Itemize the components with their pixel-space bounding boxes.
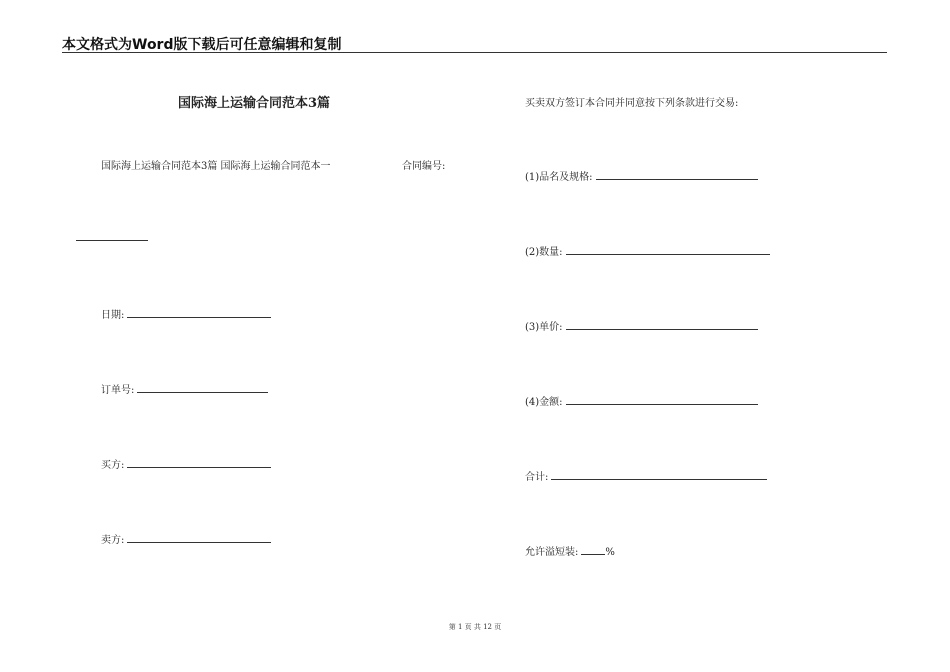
item4-blank	[566, 395, 758, 405]
order-number-blank	[137, 383, 268, 393]
date-blank	[127, 308, 271, 318]
contract-number-label: 合同编号:	[402, 161, 446, 172]
header-divider	[62, 52, 887, 53]
tolerance-label: 允许溢短装:	[525, 547, 579, 558]
item2-label: (2)数量:	[525, 247, 563, 258]
item3-label: (3)单价:	[525, 322, 563, 333]
tolerance-field	[525, 543, 615, 558]
total-blank	[551, 470, 767, 480]
item1-blank	[596, 170, 758, 180]
date-field	[101, 306, 271, 321]
buyer-field	[101, 456, 271, 471]
order-number-label: 订单号:	[101, 385, 135, 396]
tolerance-blank	[581, 545, 605, 555]
buyer-label: 买方:	[101, 460, 125, 471]
item3-blank	[566, 320, 758, 330]
document-title: 国际海上运输合同范本3篇	[178, 96, 331, 111]
seller-blank	[127, 533, 271, 543]
date-label: 日期:	[101, 310, 125, 321]
seller-label: 卖方:	[101, 535, 125, 546]
item3-field	[525, 318, 758, 333]
item1-label: (1)品名及规格:	[525, 172, 593, 183]
agreement-text: 买卖双方签订本合同并同意按下列条款进行交易:	[525, 98, 739, 109]
total-label: 合计:	[525, 472, 549, 483]
contract-number-blank	[76, 240, 148, 241]
item1-field	[525, 168, 758, 183]
item4-field	[525, 393, 758, 408]
total-field	[525, 468, 767, 483]
item2-field	[525, 243, 770, 258]
seller-field	[101, 531, 271, 546]
document-header: 本文格式为Word版下载后可任意编辑和复制	[62, 37, 342, 53]
intro-text: 国际海上运输合同范本3篇 国际海上运输合同范本一	[101, 161, 331, 172]
item4-label: (4)金额:	[525, 397, 563, 408]
page-footer: 第 1 页 共 12 页	[448, 623, 502, 631]
tolerance-unit: %	[605, 547, 615, 558]
order-number-field	[101, 381, 268, 396]
buyer-blank	[127, 458, 271, 468]
item2-blank	[566, 245, 770, 255]
